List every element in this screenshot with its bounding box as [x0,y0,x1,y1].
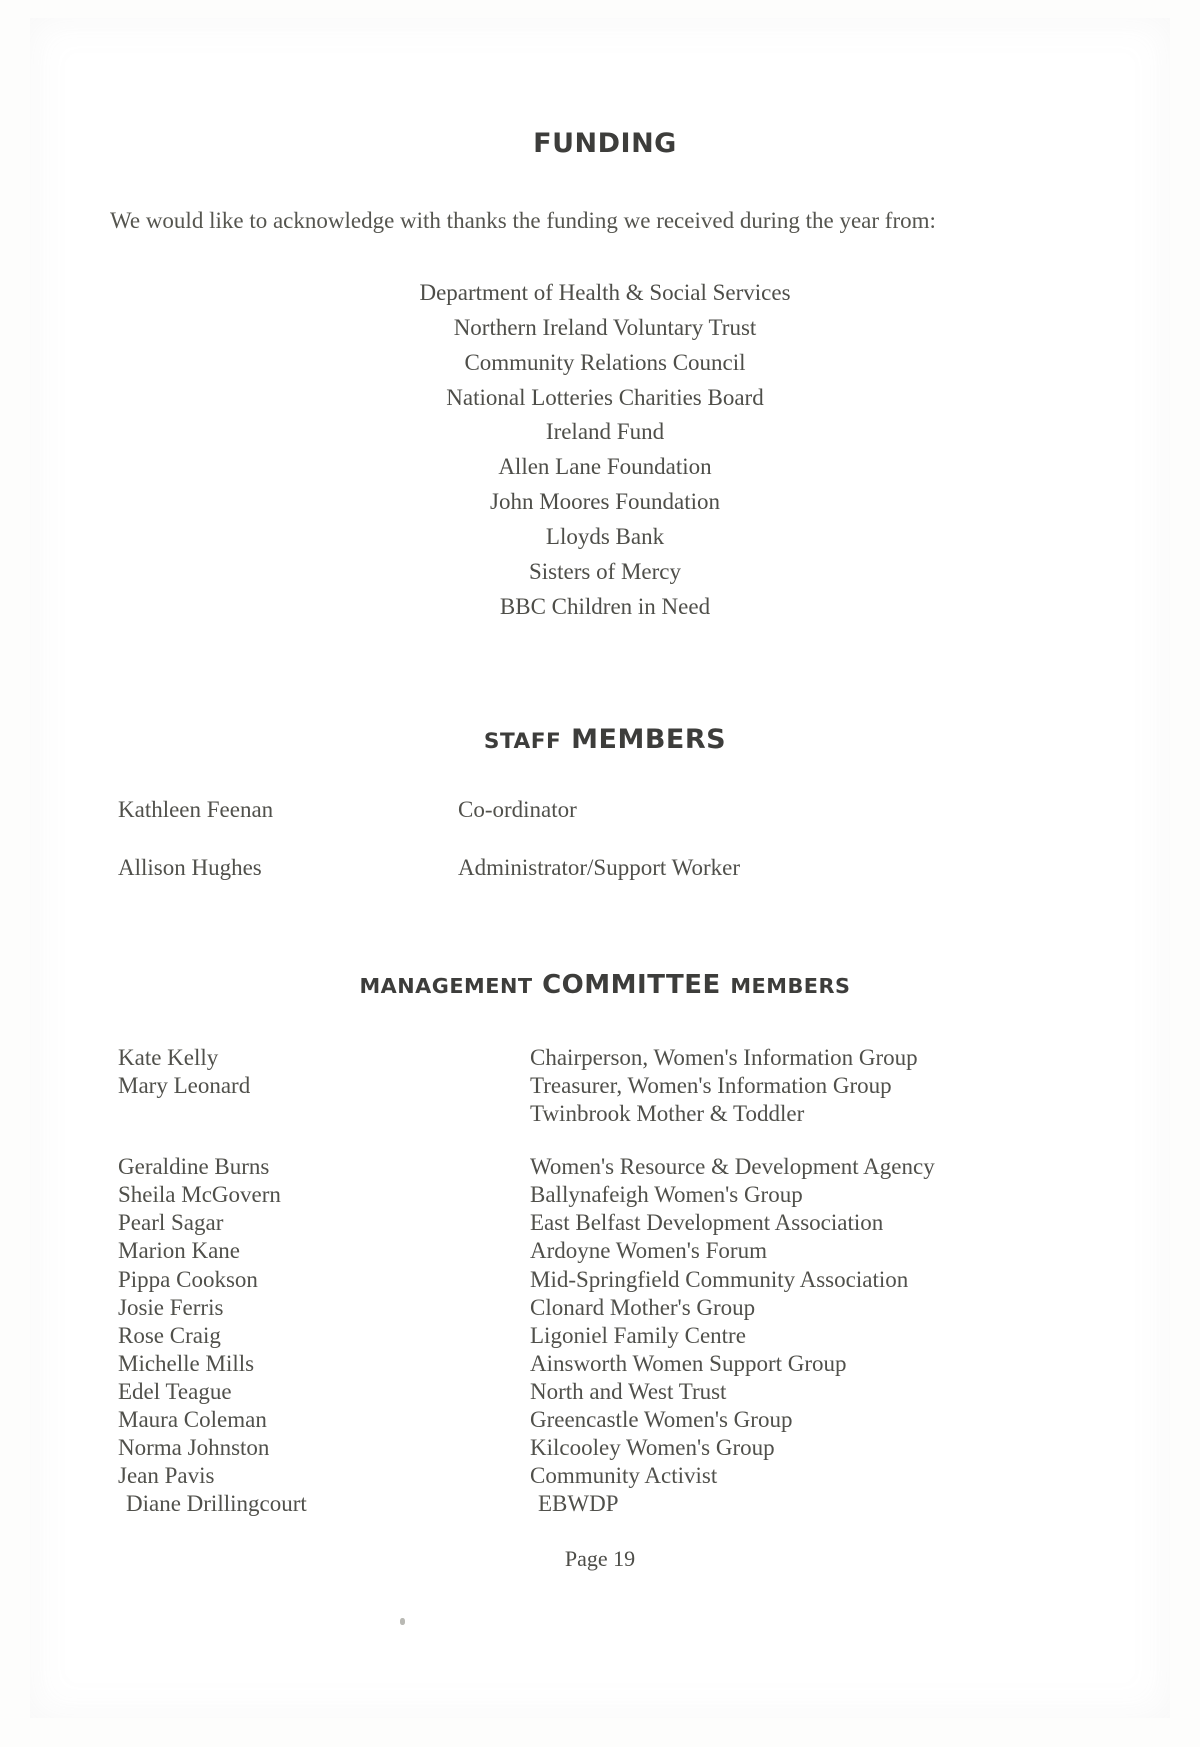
committee-name: Norma Johnston [118,1434,270,1460]
committee-heading-part2: COMMITTEE [542,970,721,1001]
committee-row [118,1294,1120,1322]
committee-org: Ligoniel Family Centre [530,1322,746,1348]
committee-org: Ardoyne Women's Forum [530,1238,767,1264]
funder-item: Community Relations Council [464,349,746,375]
funder-item: Department of Health & Social Services [419,279,791,305]
committee-org: Kilcooley Women's Group [530,1434,775,1460]
staff-role: Co-ordinator [458,796,577,822]
committee-row [118,1044,1120,1072]
staff-row [118,855,1120,881]
committee-name [118,1100,530,1128]
committee-row [118,1266,1120,1294]
page-number: Page 19 [564,1546,636,1571]
scan-speck [400,1618,405,1625]
committee-row [118,1209,1120,1237]
committee-name: Sheila McGovern [118,1182,281,1208]
committee-org: Chairperson, Women's Information Group [530,1045,918,1071]
staff-name: Allison Hughes [118,854,262,880]
committee-name: Jean Pavis [118,1462,215,1488]
committee-row [118,1100,1120,1128]
committee-org: East Belfast Development Association [530,1210,884,1236]
funding-heading: FUNDING [533,128,677,159]
staff-role: Administrator/Support Worker [458,854,740,880]
funder-item: Allen Lane Foundation [498,454,712,480]
committee-org: Greencastle Women's Group [530,1406,793,1432]
committee-members-list [118,1044,1120,1518]
committee-name: Pippa Cookson [118,1266,258,1292]
funder-item: BBC Children in Need [499,594,711,620]
funder-item: Lloyds Bank [545,524,665,550]
staff-members-list [118,797,1120,881]
committee-row [118,1153,1120,1181]
committee-org: Treasurer, Women's Information Group [530,1073,892,1099]
committee-name: Marion Kane [118,1238,240,1264]
committee-org: Community Activist [530,1462,718,1488]
committee-row [118,1237,1120,1265]
committee-name: Mary Leonard [118,1073,251,1099]
committee-name: Geraldine Burns [118,1154,270,1180]
funder-item: Northern Ireland Voluntary Trust [453,314,757,340]
committee-row [118,1350,1120,1378]
staff-heading-part2: MEMBERS [571,723,727,755]
committee-org: Clonard Mother's Group [530,1294,756,1320]
committee-name: Josie Ferris [118,1294,224,1320]
committee-org: Ainsworth Women Support Group [530,1350,847,1376]
committee-org: Twinbrook Mother & Toddler [530,1101,805,1127]
funder-item: National Lotteries Charities Board [446,384,764,410]
funder-item: John Moores Foundation [490,489,720,515]
committee-heading-part1: MANAGEMENT [359,974,533,999]
funders-list [90,276,1120,626]
funder-item: Ireland Fund [545,419,665,445]
staff-name: Kathleen Feenan [118,796,274,822]
staff-row [118,797,1120,823]
page-sheet [30,18,1170,1718]
committee-row [118,1406,1120,1434]
committee-row [118,1490,1120,1518]
committee-name: Michelle Mills [118,1350,255,1376]
committee-name: Rose Craig [118,1322,221,1348]
staff-heading-part1: STAFF [483,728,562,754]
committee-org: Ballynafeigh Women's Group [530,1182,803,1208]
page-content [90,98,1120,1518]
committee-org: Mid-Springfield Community Association [530,1266,909,1292]
committee-name: Edel Teague [118,1378,232,1404]
committee-org: EBWDP [538,1490,619,1516]
committee-row [118,1462,1120,1490]
committee-row [118,1434,1120,1462]
committee-row [118,1322,1120,1350]
funder-item: Sisters of Mercy [528,559,682,585]
committee-org: North and West Trust [530,1378,727,1404]
committee-name: Kate Kelly [118,1045,219,1071]
committee-org: Women's Resource & Development Agency [530,1154,935,1180]
committee-row [118,1181,1120,1209]
committee-name: Pearl Sagar [118,1210,224,1236]
management-committee-heading [90,970,1120,1000]
committee-row [118,1072,1120,1100]
committee-name: Maura Coleman [118,1406,267,1432]
staff-members-heading [90,724,1120,755]
committee-name: Diane Drillingcourt [126,1490,307,1516]
committee-row [118,1378,1120,1406]
funding-intro-text: We would like to acknowledge with thanks the funding we received during the year from: [110,208,936,233]
committee-heading-part3: MEMBERS [730,974,851,999]
